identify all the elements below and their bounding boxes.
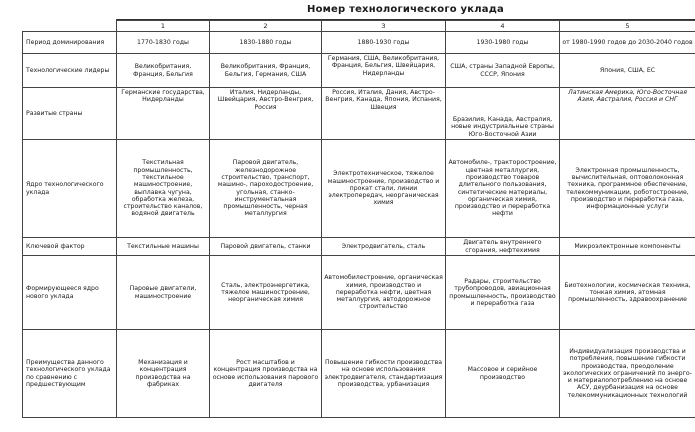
cell-leaders-4: США, страны Западной Европы, СССР, Япония xyxy=(446,54,560,88)
row-label-leaders: Технологические лидеры xyxy=(23,54,117,88)
cell-leaders-1: Великобритания, Франция, Бельгия xyxy=(117,54,210,88)
cell-developing-4: Бразилия, Канада, Австралия, новые индустриальные страны Юго-Восточной Азии xyxy=(446,88,560,140)
cell-developing-3: Россия, Италия, Дания, Австро-Венгрия, Канада, Япония, Испания, Швеция xyxy=(322,88,446,140)
row-leaders xyxy=(23,54,695,88)
row-label-advantages: Преимущества данного технологического уклада по сравнению с предшествующим xyxy=(23,330,117,418)
header-row xyxy=(23,21,695,32)
row-forming-core xyxy=(23,256,695,330)
column-number-1: 1 xyxy=(117,21,210,32)
row-developing xyxy=(23,88,695,140)
row-label-forming-core: Формирующееся ядро нового уклада xyxy=(23,256,117,330)
cell-advantages-4: Массовое и серийное производство xyxy=(446,330,560,418)
cell-period-3: 1880-1930 годы xyxy=(322,32,446,54)
cell-developing-5: Латинская Америка, Юго-Восточная Азия, Австралия, Россия и СНГ xyxy=(560,88,695,140)
cell-advantages-2: Рост масштабов и концентрация производства на основе использования парового двигателя xyxy=(210,330,322,418)
cell-key-factor-2: Паровой двигатель, станки xyxy=(210,238,322,256)
row-period xyxy=(23,32,695,54)
cell-advantages-5: Индивидуализация производства и потребления, повышение гибкости производства, преодоление экологических ограничений по энерго- и материалопотреблению на основе АСУ, деурбанизация на основе телекоммуникационных технологий xyxy=(560,330,695,418)
cell-leaders-2: Великобритания, Франция, Бельгия, Германия, США xyxy=(210,54,322,88)
row-key-factor xyxy=(23,238,695,256)
row-label-period: Период доминирования xyxy=(23,32,117,54)
row-label-key-factor: Ключевой фактор xyxy=(23,238,117,256)
row-advantages xyxy=(23,330,695,418)
cell-key-factor-5: Микроэлектронные компоненты xyxy=(560,238,695,256)
cell-period-1: 1770-1830 годы xyxy=(117,32,210,54)
table-title: Номер технологического уклада xyxy=(307,4,504,15)
cell-period-2: 1830-1880 годы xyxy=(210,32,322,54)
column-number-2: 2 xyxy=(210,21,322,32)
cell-forming-core-3: Автомобилестроение, органическая химия, производство и переработка нефти, цветная металлургия, автодорожное строительство xyxy=(322,256,446,330)
cell-core-4: Автомобиле-, тракторостроение, цветная металлургия, производство товаров длительного пользования, синтетические материалы, органическая химия, производство и переработка нефти xyxy=(446,140,560,238)
row-label-core: Ядро технологического уклада xyxy=(23,140,117,238)
cell-developing-2: Италия, Нидерланды, Швейцария, Австро-Венгрия, Россия xyxy=(210,88,322,140)
cell-period-4: 1930-1980 годы xyxy=(446,32,560,54)
cell-advantages-3: Повышение гибкости производства на основе использования электродвигателя, стандартизация производства, урбанизация xyxy=(322,330,446,418)
cell-developing-1: Германские государства, Нидерланды xyxy=(117,88,210,140)
cell-leaders-3: Германия, США, Великобритания, Франция, Бельгия, Швейцария, Нидерланды xyxy=(322,54,446,88)
row-label-developing: Развитые страны xyxy=(23,88,117,140)
cell-core-3: Электротехническое, тяжелое машиностроение, производство и прокат стали, линии электропередач, неорганическая химия xyxy=(322,140,446,238)
cell-core-5: Электронная промышленность, вычислительная, оптоволоконная техника, программное обеспечение, телекоммуникации, роботостроение, производство и переработка газа, информационные услуги xyxy=(560,140,695,238)
cell-core-1: Текстильная промышленность, текстильное машиностроение, выплавка чугуна, обработка железа, строительство каналов, водяной двигатель xyxy=(117,140,210,238)
cell-forming-core-4: Радары, строительство трубопроводов, авиационная промышленность, производство и переработка газа xyxy=(446,256,560,330)
column-number-4: 4 xyxy=(446,21,560,32)
column-number-5: 5 xyxy=(560,21,695,32)
cell-key-factor-4: Двигатель внутреннего сгорания, нефтехимия xyxy=(446,238,560,256)
tech-structure-table xyxy=(22,20,695,418)
row-core xyxy=(23,140,695,238)
cell-forming-core-5: Биотехнологии, космическая техника, тонкая химия, атомная промышленность, здравоохранение xyxy=(560,256,695,330)
cell-forming-core-2: Сталь, электроэнергетика, тяжелое машиностроение, неорганическая химия xyxy=(210,256,322,330)
cell-key-factor-1: Текстильные машины xyxy=(117,238,210,256)
cell-core-2: Паровой двигатель, железнодорожное строительство, транспорт, машино-, пароходостроение, угольная, станко-инструментальная промышленность, черная металлургия xyxy=(210,140,322,238)
cell-key-factor-3: Электродвигатель, сталь xyxy=(322,238,446,256)
cell-forming-core-1: Паровые двигатели, машиностроение xyxy=(117,256,210,330)
column-number-3: 3 xyxy=(322,21,446,32)
header-blank xyxy=(23,21,117,32)
cell-leaders-5: Япония, США, ЕС xyxy=(560,54,695,88)
cell-period-5: от 1980-1990 годов до 2030-2040 годов xyxy=(560,32,695,54)
cell-advantages-1: Механизация и концентрация производства на фабриках xyxy=(117,330,210,418)
